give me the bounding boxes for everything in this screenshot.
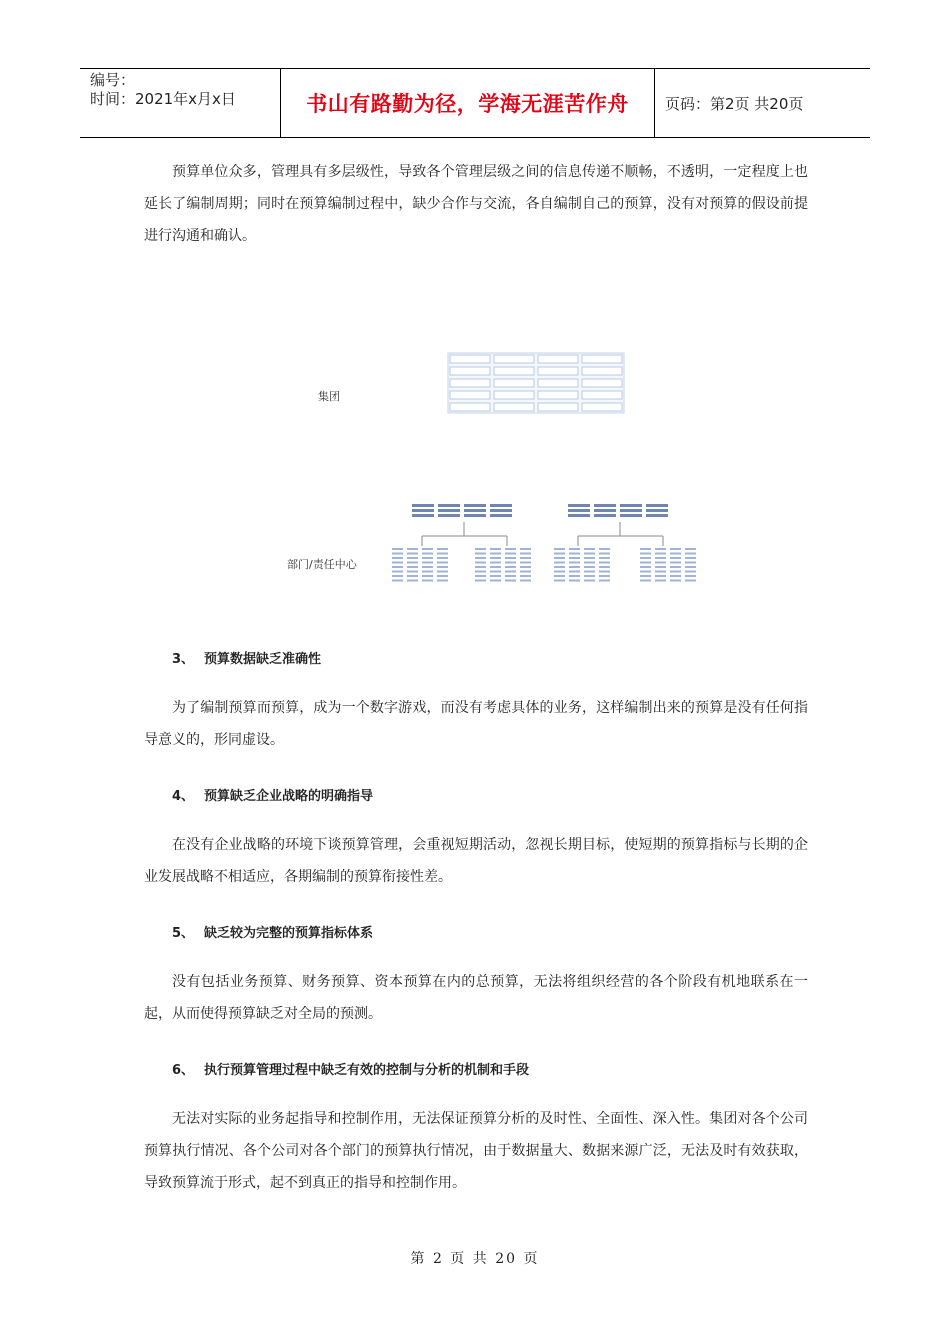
diagram-group-label: 集团 <box>318 390 340 403</box>
intro-paragraph: 预算单位众多，管理具有多层级性，导致各个管理层级之间的信息传递不顺畅，不透明，一定程度上也延长了编制周期；同时在预算编制过程中，缺少合作与交流，各自编制自己的预算，没有对预算的假设前提进行沟通和确认。 <box>144 164 808 244</box>
section-4-heading: 4、 预算缺乏企业战略的明确指导 <box>172 789 374 804</box>
section-6-body: 无法对实际的业务起指导和控制作用，无法保证预算分析的及时性、全面性、深入性。集团对各个公司预算执行情况、各个公司对各个部门的预算执行情况，由于数据量大、数据来源广泛，无法及时有效获取，导致预算流于形式，起不到真正的指导和控制作用。 <box>144 1111 808 1191</box>
section-4-body: 在没有企业战略的环境下谈预算管理，会重视短期活动，忽视长期目标，使短期的预算指标与长期的企业发展战略不相适应，各期编制的预算衔接性差。 <box>144 837 808 885</box>
doc-time-label: 时间：2021年x月x日 <box>90 90 236 108</box>
section-5-body: 没有包括业务预算、财务预算、资本预算在内的总预算，无法将组织经营的各个阶段有机地联系在一起，从而使得预算缺乏对全局的预测。 <box>144 974 808 1022</box>
header-motto: 书山有路勤为径，学海无涯苦作舟 <box>306 92 629 116</box>
header-page-info: 页码：第2页 共20页 <box>665 94 804 113</box>
page-footer: 第 2 页 共 20 页 <box>410 1251 540 1267</box>
header-meta <box>80 69 281 137</box>
dept-blocks-icon <box>392 504 696 582</box>
org-structure-diagram <box>270 340 730 600</box>
diagram-dept-label: 部门/责任中心 <box>287 558 357 571</box>
diagram-graphic <box>270 340 730 600</box>
section-5-heading: 5、 缺乏较为完整的预算指标体系 <box>172 926 374 941</box>
page-header <box>80 68 870 138</box>
header-motto-cell <box>281 69 655 137</box>
section-3-heading: 3、 预算数据缺乏准确性 <box>172 652 322 667</box>
doc-code-label: 编号： <box>90 71 136 89</box>
group-table-icon <box>448 353 624 413</box>
section-3-body: 为了编制预算而预算，成为一个数字游戏，而没有考虑具体的业务，这样编制出来的预算是没有任何指导意义的，形同虚设。 <box>144 700 808 748</box>
section-6-heading: 6、 执行预算管理过程中缺乏有效的控制与分析的机制和手段 <box>172 1063 530 1078</box>
